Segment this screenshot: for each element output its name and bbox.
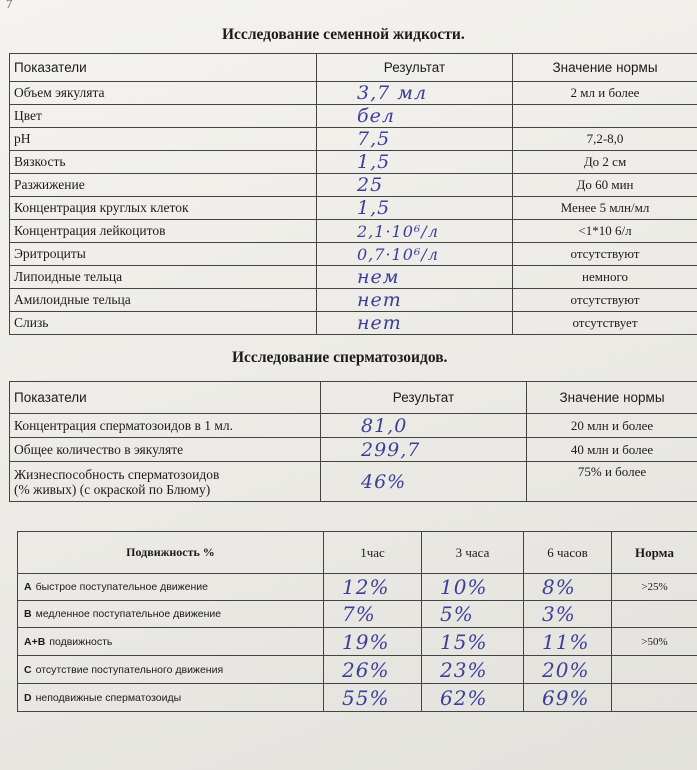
table-row xyxy=(10,197,697,220)
table-row xyxy=(10,243,697,266)
header-result: Результат xyxy=(321,382,527,414)
row-name: Объем эякулята xyxy=(10,82,317,105)
sperm-table xyxy=(9,381,697,502)
row-result: 46% xyxy=(321,462,527,502)
row-name xyxy=(18,684,324,712)
row-result: 299,7 xyxy=(321,438,527,462)
row-norm xyxy=(612,684,697,712)
table-row xyxy=(18,601,697,628)
row-result: 1,5 xyxy=(317,151,513,174)
table-row xyxy=(10,128,697,151)
row-result: 81,0 xyxy=(321,414,527,438)
row-label: подвижность xyxy=(49,635,113,648)
row-norm: >50% xyxy=(612,628,697,656)
row-1h: 7% xyxy=(324,601,422,628)
table-row xyxy=(10,151,697,174)
motility-table xyxy=(17,531,697,712)
row-1h: 55% xyxy=(324,684,422,712)
header-parameter: Показатели xyxy=(10,382,321,414)
row-3h: 23% xyxy=(422,656,524,684)
header-parameter: Показатели xyxy=(10,54,317,82)
row-result: 7,5 xyxy=(317,128,513,151)
row-name: pH xyxy=(10,128,317,151)
row-6h: 3% xyxy=(524,601,612,628)
table-row xyxy=(18,574,697,601)
row-norm: <1*10 6/л xyxy=(513,220,697,243)
row-letter: А xyxy=(24,581,32,593)
row-label: медленное поступательное движение xyxy=(35,608,222,620)
row-name: Разжижение xyxy=(10,174,317,197)
row-norm xyxy=(612,656,697,684)
row-norm: 20 млн и более xyxy=(527,414,697,438)
row-name: Общее количество в эякуляте xyxy=(10,438,321,462)
table-row xyxy=(10,82,697,105)
sperm-section-title: Исследование сперматозоидов. xyxy=(232,349,448,366)
header-1h: 1час xyxy=(324,532,422,574)
row-3h: 10% xyxy=(422,574,524,601)
row-norm: 40 млн и более xyxy=(527,438,697,462)
row-name: Липоидные тельца xyxy=(10,266,317,289)
row-norm: >25% xyxy=(612,574,697,601)
table-row xyxy=(10,414,697,438)
row-3h: 5% xyxy=(422,601,524,628)
row-name: Слизь xyxy=(10,312,317,335)
row-name xyxy=(18,601,324,628)
table-row xyxy=(18,628,697,656)
semen-table xyxy=(9,53,697,335)
row-6h: 20% xyxy=(524,656,612,684)
corner-mark: 7 xyxy=(6,0,13,11)
table-row xyxy=(10,174,697,197)
row-norm xyxy=(513,105,697,128)
row-name xyxy=(18,628,324,656)
row-result: нет xyxy=(317,312,513,335)
row-3h: 15% xyxy=(422,628,524,656)
header-6h: 6 часов xyxy=(524,532,612,574)
header-motility: Подвижность % xyxy=(18,532,324,574)
row-letter: В xyxy=(24,608,32,620)
row-norm: 2 мл и более xyxy=(513,82,697,105)
row-name: Вязкость xyxy=(10,151,317,174)
row-1h: 12% xyxy=(324,574,422,601)
header-result: Результат xyxy=(317,54,513,82)
row-norm: отсутствует xyxy=(513,312,697,335)
row-result: 3,7 мл xyxy=(317,82,513,105)
row-name: Эритроциты xyxy=(10,243,317,266)
row-6h: 69% xyxy=(524,684,612,712)
table-row xyxy=(18,684,697,712)
row-name-line1: Жизнеспособность сперматозоидов xyxy=(14,466,220,482)
row-6h: 11% xyxy=(524,628,612,656)
row-1h: 19% xyxy=(324,628,422,656)
table-row xyxy=(10,220,697,243)
table-row xyxy=(18,656,697,684)
row-label: неподвижные сперматозоиды xyxy=(35,691,182,704)
row-result: 1,5 xyxy=(317,197,513,220)
row-name xyxy=(10,462,321,502)
table-row xyxy=(10,462,697,502)
row-name: Концентрация сперматозоидов в 1 мл. xyxy=(10,414,321,438)
table-row xyxy=(10,105,697,128)
header-norm: Значение нормы xyxy=(527,382,697,414)
row-norm: 7,2-8,0 xyxy=(513,128,697,151)
table-row xyxy=(10,312,697,335)
row-norm xyxy=(612,601,697,628)
row-norm: немного xyxy=(513,266,697,289)
row-name: Цвет xyxy=(10,105,317,128)
row-letter: D xyxy=(24,691,32,704)
header-3h: 3 часа xyxy=(422,532,524,574)
row-norm: отсутствуют xyxy=(513,289,697,312)
row-result: 25 xyxy=(317,174,513,197)
row-name xyxy=(18,656,324,684)
row-norm: До 60 мин xyxy=(513,174,697,197)
table-row xyxy=(10,289,697,312)
row-name-line2: (% живых) (с окраской по Блюму) xyxy=(14,481,211,497)
row-result: бел xyxy=(317,105,513,128)
table-row xyxy=(10,266,697,289)
row-result: нет xyxy=(317,289,513,312)
row-result: 2,1·10⁶/л xyxy=(317,220,513,243)
row-label: быстрое поступательное движение xyxy=(35,581,209,593)
row-name xyxy=(18,574,324,601)
row-label: отсутствие поступательного движения xyxy=(35,663,224,676)
header-norm: Значение нормы xyxy=(513,54,697,82)
row-norm: отсутствуют xyxy=(513,243,697,266)
row-letter: А+В xyxy=(24,635,46,648)
row-name: Концентрация круглых клеток xyxy=(10,197,317,220)
row-norm: Менее 5 млн/мл xyxy=(513,197,697,220)
row-result: 0,7·10⁶/л xyxy=(317,243,513,266)
row-norm: До 2 см xyxy=(513,151,697,174)
semen-section-title: Исследование семенной жидкости. xyxy=(222,26,465,43)
row-6h: 8% xyxy=(524,574,612,601)
row-result: нем xyxy=(317,266,513,289)
row-name: Амилоидные тельца xyxy=(10,289,317,312)
row-1h: 26% xyxy=(324,656,422,684)
row-name: Концентрация лейкоцитов xyxy=(10,220,317,243)
table-row xyxy=(10,438,697,462)
row-letter: С xyxy=(24,663,32,676)
row-3h: 62% xyxy=(422,684,524,712)
header-norm: Норма xyxy=(612,532,697,574)
row-norm: 75% и более xyxy=(527,462,697,502)
